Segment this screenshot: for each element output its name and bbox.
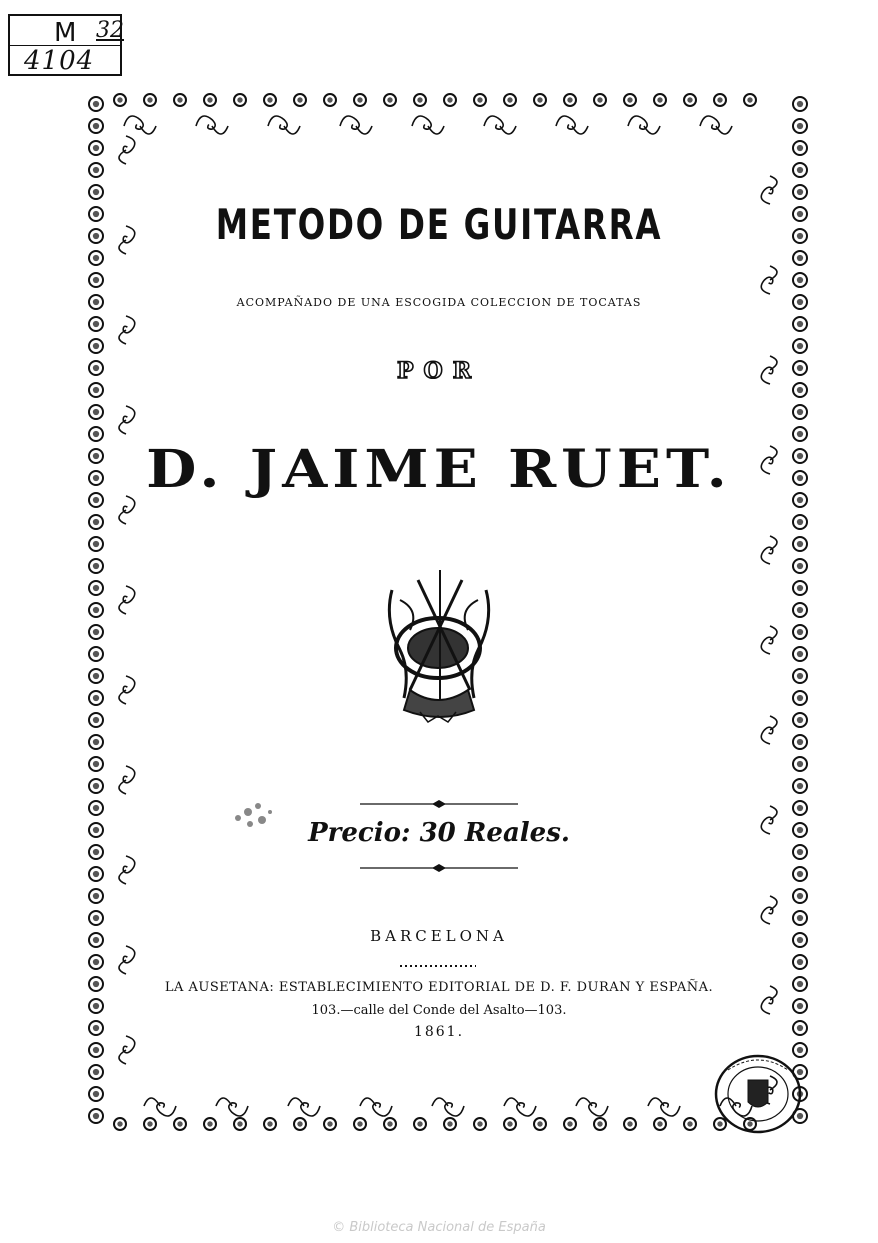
imprint-publisher: LA AUSETANA: ESTABLECIMIENTO EDITORIAL DE D. F. DURAN Y ESPAÑA. — [164, 980, 714, 995]
author-name: D. JAIME RUET. — [146, 438, 732, 500]
shelfmark-code: 4104 — [24, 46, 95, 76]
book-subtitle: ACOMPAÑADO DE UNA ESCOGIDA COLECCION DE TOCATAS — [236, 296, 642, 309]
price-bottom-rule — [360, 864, 518, 872]
book-title: METODO DE GUITARRA — [215, 200, 663, 249]
price-top-rule — [360, 800, 518, 808]
shelfmark-number: 32 — [96, 18, 124, 43]
library-stamp-icon — [716, 1056, 800, 1132]
copyright-watermark: © Biblioteca Nacional de España — [332, 1220, 546, 1235]
imprint-city: BARCELONA — [370, 927, 508, 945]
music-emblem-icon — [389, 570, 488, 722]
imprint-address: 103.—calle del Conde del Asalto—103. — [311, 1003, 567, 1018]
price-text: Precio: 30 Reales. — [308, 818, 570, 848]
imprint-year: 1861. — [413, 1024, 465, 1040]
by-label: POR — [397, 358, 481, 384]
shelfmark-letter: M — [54, 18, 77, 48]
